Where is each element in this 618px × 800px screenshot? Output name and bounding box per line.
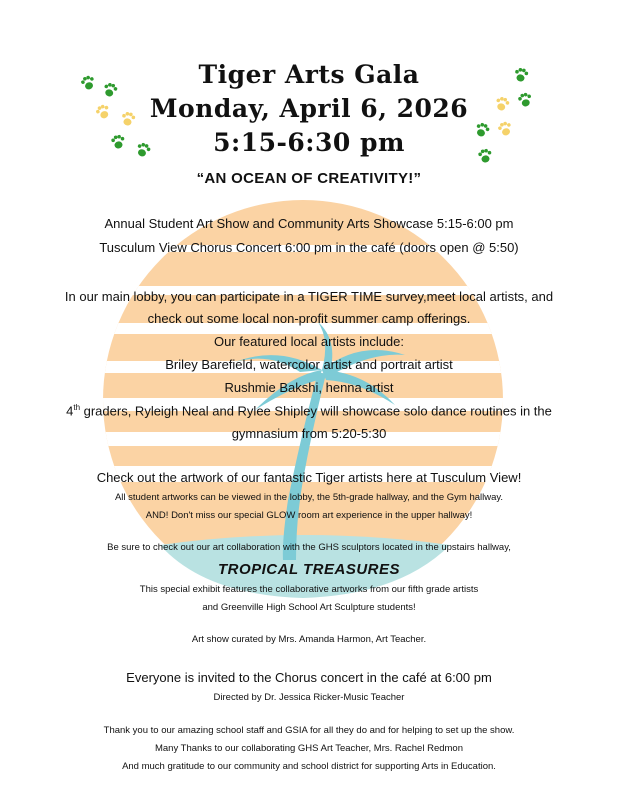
event-title: Tiger Arts Gala xyxy=(198,60,420,89)
collab-intro: Be sure to check out our art collaboration with the GHS sculptors located in the upstairs hallway, xyxy=(107,542,511,553)
artwork-line-2: AND! Don't miss our special GLOW room art experience in the upper hallway! xyxy=(145,510,473,521)
thanks-line-2: Many Thanks to our collaborating GHS Art Teacher, Mrs. Rachel Redmon xyxy=(154,743,464,754)
dance-line-1: 4th graders, Ryleigh Neal and Rylee Shipley will showcase solo dance routines in the xyxy=(66,403,552,419)
artwork-heading: Check out the artwork of our fantastic Tiger artists here at Tusculum View! xyxy=(96,470,522,485)
event-date: Monday, April 6, 2026 xyxy=(149,94,469,123)
thanks-line-1: Thank you to our amazing school staff and GSIA for all they do and for helping to set up the show. xyxy=(103,725,515,736)
curator-credit: Art show curated by Mrs. Amanda Harmon, Art Teacher. xyxy=(191,634,427,645)
event-time: 5:15-6:30 pm xyxy=(213,128,405,157)
featured-artists-heading: Our featured local artists include: xyxy=(213,334,405,349)
concert-invite: Everyone is invited to the Chorus concert in the café at 6:00 pm xyxy=(126,670,492,685)
lobby-line-2: check out some local non-profit summer camp offerings. xyxy=(147,311,471,326)
schedule-chorus: Tusculum View Chorus Concert 6:00 pm in the café (doors open @ 5:50) xyxy=(99,240,519,255)
collab-line-1: This special exhibit features the collaborative artworks from our fifth grade artists xyxy=(139,584,479,595)
schedule-art-show: Annual Student Art Show and Community Arts Showcase 5:15-6:00 pm xyxy=(104,216,514,231)
event-tagline: “AN OCEAN OF CREATIVITY!” xyxy=(196,170,422,187)
tropical-treasures-title: TROPICAL TREASURES xyxy=(217,561,401,578)
concert-director: Directed by Dr. Jessica Ricker-Music Teacher xyxy=(213,692,405,703)
artwork-line-1: All student artworks can be viewed in the lobby, the 5th-grade hallway, and the Gym hallway. xyxy=(114,492,504,503)
featured-artist-1: Briley Barefield, watercolor artist and portrait artist xyxy=(165,357,453,372)
thanks-line-3: And much gratitude to our community and school district for supporting Arts in Education. xyxy=(122,761,496,772)
featured-artist-2: Rushmie Bakshi, henna artist xyxy=(224,380,394,395)
dance-line-2: gymnasium from 5:20-5:30 xyxy=(231,426,387,441)
collab-line-2: and Greenville High School Art Sculpture students! xyxy=(202,602,416,613)
lobby-line-1: In our main lobby, you can participate in a TIGER TIME survey,meet local artists, and xyxy=(64,289,554,304)
